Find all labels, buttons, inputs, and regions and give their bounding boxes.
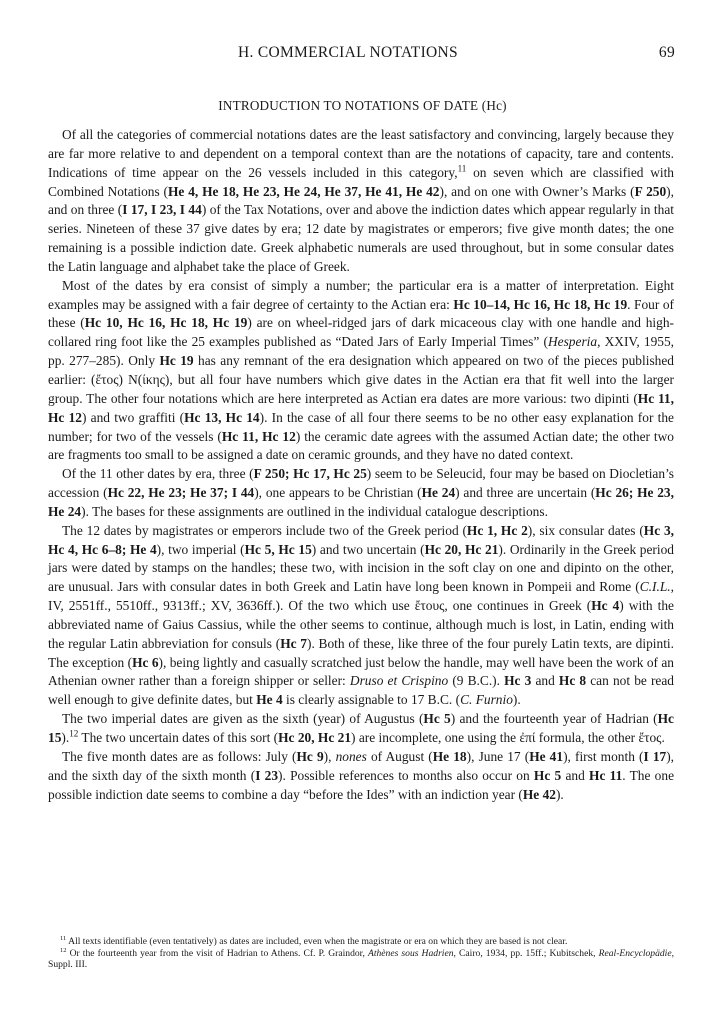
catalogue-reference: Hc 3, Hc 4, Hc 6–8; He 4 — [48, 522, 675, 557]
text-run: ). In the case of all four there seems to be no other easy explanation for the number; for two of the vessels ( — [48, 409, 674, 444]
text-run: The five month dates are as follows: July ( — [62, 748, 297, 764]
text-run: , IV, 2551ff., 5510ff., 9313ff.; XV, 3636ff.). Of the two which use ἔτους, one continues in Greek ( — [48, 579, 674, 614]
catalogue-reference: Hc 11 — [589, 767, 623, 783]
text-run: ), and on one with Owner’s Marks ( — [439, 183, 635, 199]
text-run: (9 B.C.). — [448, 673, 505, 689]
text-run: ), first month ( — [563, 748, 644, 764]
text-run: Or the fourteenth year from the visit of Hadrian to Athens. Cf. P. Graindor, — [66, 947, 368, 959]
text-run: The two uncertain dates of this sort ( — [78, 730, 279, 745]
text-run: , XXIV, 1955, pp. 277–285). Only — [48, 334, 675, 369]
text-run: C.I.L. — [639, 579, 671, 595]
catalogue-reference: I 17, I 23, I 44 — [122, 202, 202, 218]
text-run: Athènes sous Hadrien — [367, 947, 454, 959]
paragraph — [48, 748, 674, 805]
running-head — [0, 44, 725, 66]
text-run: ) are on wheel-ridged jars of dark micaceous clay with one handle and high-collared ring foot like the 25 examples published as “Dated Jars of Early Imperial Times” ( — [48, 315, 674, 350]
catalogue-reference: Hc 10, Hc 16, Hc 18, Hc 19 — [84, 315, 248, 331]
catalogue-reference: F 250; Hc 17, Hc 25 — [253, 466, 367, 482]
catalogue-reference: Hc 20, Hc 21 — [424, 541, 499, 557]
text-run: on seven which are classified with Combined Notations ( — [48, 164, 674, 199]
catalogue-reference: Hc 26; He 23, He 24 — [48, 485, 674, 519]
text-run: ), and on three ( — [48, 183, 674, 218]
text-run: Most of the dates by era consist of simply a number; the particular era is a matter of interpretation. Eight examples may be assigned with a fair degree of certainty to the Actian era: — [48, 277, 674, 312]
paragraph — [48, 465, 674, 522]
text-run: Hesperia — [547, 334, 598, 350]
catalogue-reference: Hc 6 — [132, 654, 159, 670]
text-run: nones — [335, 748, 367, 764]
footnote — [48, 948, 674, 971]
page-number: 69 — [658, 44, 675, 61]
section-title: INTRODUCTION TO NOTATIONS OF DATE (Hc) — [218, 98, 507, 113]
text-run: ) are incomplete, one using the ἐπί formula, the other ἔτος. — [351, 730, 665, 745]
text-run: of August ( — [366, 748, 433, 764]
text-run: ), two imperial ( — [156, 541, 245, 557]
catalogue-reference: Hc 7 — [280, 635, 307, 651]
catalogue-reference: Hc 5 — [533, 767, 562, 783]
footnote-marker: 12 — [69, 728, 79, 739]
text-run: ). — [555, 786, 564, 802]
paragraph — [48, 522, 674, 710]
catalogue-reference: Hc 15 — [48, 711, 674, 745]
catalogue-reference: He 18 — [432, 748, 467, 764]
text-run: ), and the sixth day of the sixth month ( — [48, 748, 675, 783]
footnote — [48, 936, 674, 948]
text-run: Of the 11 other dates by era, three ( — [62, 466, 254, 482]
catalogue-reference: F 250 — [634, 183, 667, 199]
text-run: and — [561, 767, 590, 783]
catalogue-reference: Hc 5, Hc 15 — [244, 541, 312, 557]
text-run: ) and two uncertain ( — [311, 541, 425, 557]
catalogue-reference: He 4, He 18, He 23, He 24, He 37, He 41, He 42 — [168, 183, 440, 199]
body-text — [48, 126, 674, 804]
catalogue-reference: He 41 — [529, 748, 564, 764]
catalogue-reference: I 17 — [643, 748, 667, 764]
text-run: ). — [61, 730, 70, 745]
catalogue-reference: Hc 9 — [296, 748, 324, 764]
footnote-marker: 11 — [457, 163, 467, 174]
text-run: ). Ordinarily in the Greek period jars were dated by stamps on the handles; these two, with incision in the soft clay on one and dipinto on the other, are unusual. Jars with consular dates in both Greek and Latin have long been known in Pompeii and Rome ( — [48, 541, 675, 595]
paragraph — [48, 126, 674, 277]
text-run: ), one appears to be Christian ( — [254, 485, 422, 501]
text-run: C. Furnio — [460, 692, 513, 708]
catalogue-reference: Hc 4 — [591, 598, 620, 614]
catalogue-reference: Hc 5 — [423, 711, 451, 727]
text-run: ). Possible references to months also occur on — [278, 767, 534, 783]
text-run: ), being lightly and casually scratched just below the handle, may well have been the work of an Athenian owner rather than a foreign shipper or seller: — [48, 654, 674, 689]
text-run: is clearly assignable to 17 B.C. ( — [282, 692, 461, 708]
text-run: ) and two graffiti ( — [81, 409, 185, 425]
text-run: ) the ceramic date agrees with the assumed Actian date; the other two are fragments too small to be assigned a date on ceramic grounds, and they have no dated context. — [48, 428, 674, 463]
catalogue-reference: Hc 10–14, Hc 16, Hc 18, Hc 19 — [453, 296, 628, 312]
text-run: ) and the fourteenth year of Hadrian ( — [450, 711, 658, 727]
catalogue-reference: He 4 — [256, 692, 283, 708]
text-run: ) with the abbreviated name of Gaius Cassius, while the other seems to continue, although much is lost, in Latin, ending with the regular Latin abbreviation for consuls ( — [48, 598, 675, 651]
text-run: has any remnant of the era designation which appeared on two of the pieces published earlier: (ἔτος) Ν(ίκης), but all four have numbers which give dates in the Actian era that fit well into the larger group. The other four notations which are here interpreted as Actian era dates are more various: two dipinti ( — [48, 353, 674, 406]
catalogue-reference: Hc 13, Hc 14 — [184, 409, 260, 425]
text-run: ) and three are uncertain ( — [455, 485, 596, 501]
footnote-marker: 11 — [60, 934, 67, 942]
paragraph — [48, 277, 674, 465]
text-run: , Cairo, 1934, pp. 15ff.; Kubitschek, — [453, 947, 599, 959]
running-title: H. COMMERCIAL NOTATIONS — [238, 44, 458, 61]
text-run: The 12 dates by magistrates or emperors include two of the Greek period ( — [62, 522, 467, 538]
text-run: ). Both of these, like three of the four purely Latin texts, are dipinti. The exception ( — [48, 635, 674, 670]
text-run: and — [531, 673, 559, 689]
catalogue-reference: Hc 11, Hc 12 — [48, 390, 674, 425]
text-run: ), June 17 ( — [466, 748, 530, 764]
paragraph — [48, 710, 674, 748]
text-run: can not be read well enough to give definite dates, but — [48, 673, 675, 708]
text-run: All texts identifiable (even tentatively) as dates are included, even when the magistrate or era on which they are based is not clear. — [66, 936, 568, 947]
text-run: ), — [323, 748, 336, 764]
catalogue-reference: He 24 — [421, 485, 456, 501]
text-run: Real-Encyclopädie — [598, 947, 672, 959]
text-run: ) seem to be Seleucid, four may be based on Diocletian’s accession ( — [48, 466, 675, 501]
text-run: Of all the categories of commercial notations dates are the least satisfactory and convincing, largely because they are far more relative to and dependent on a temporal context than are the notations of capacity, tare and contents. Indications of time appear on the 26 vessels included in this category, — [48, 127, 674, 180]
catalogue-reference: Hc 1, Hc 2 — [466, 522, 528, 538]
text-run: ), six consular dates ( — [527, 522, 644, 538]
text-run: Druso et Crispino — [349, 673, 449, 689]
catalogue-reference: I 23 — [255, 767, 279, 783]
text-run: ) of the Tax Notations, over and above the indiction dates which appear regularly in that series. Nineteen of these 37 give dates by era; 12 date by magistrates or emperors; five give month dates; the one remaining is a possible indiction date. Greek alphabetic numerals are used throughout, but in some consular dates the Latin language and alphabet take the place of Greek. — [48, 202, 674, 274]
text-run: . The one possible indiction date seems to combine a day “before the Ides” with an indiction year ( — [48, 767, 675, 802]
catalogue-reference: Hc 20, Hc 21 — [278, 730, 352, 745]
catalogue-reference: Hc 19 — [159, 353, 194, 369]
text-run: , Suppl. III. — [48, 947, 675, 971]
text-run: ). — [512, 692, 521, 708]
footnote-marker: 12 — [60, 946, 67, 954]
text-run: ). The bases for these assignments are outlined in the individual catalogue descriptions. — [81, 503, 548, 519]
catalogue-reference: Hc 22, He 23; He 37; I 44 — [107, 485, 255, 501]
catalogue-reference: He 42 — [522, 786, 556, 802]
text-run: The two imperial dates are given as the sixth (year) of Augustus ( — [62, 711, 424, 727]
footnotes — [48, 936, 674, 971]
catalogue-reference: Hc 3 — [504, 673, 532, 689]
catalogue-reference: Hc 8 — [558, 673, 587, 689]
text-run: . Four of these ( — [48, 296, 675, 331]
catalogue-reference: Hc 11, Hc 12 — [221, 428, 296, 444]
